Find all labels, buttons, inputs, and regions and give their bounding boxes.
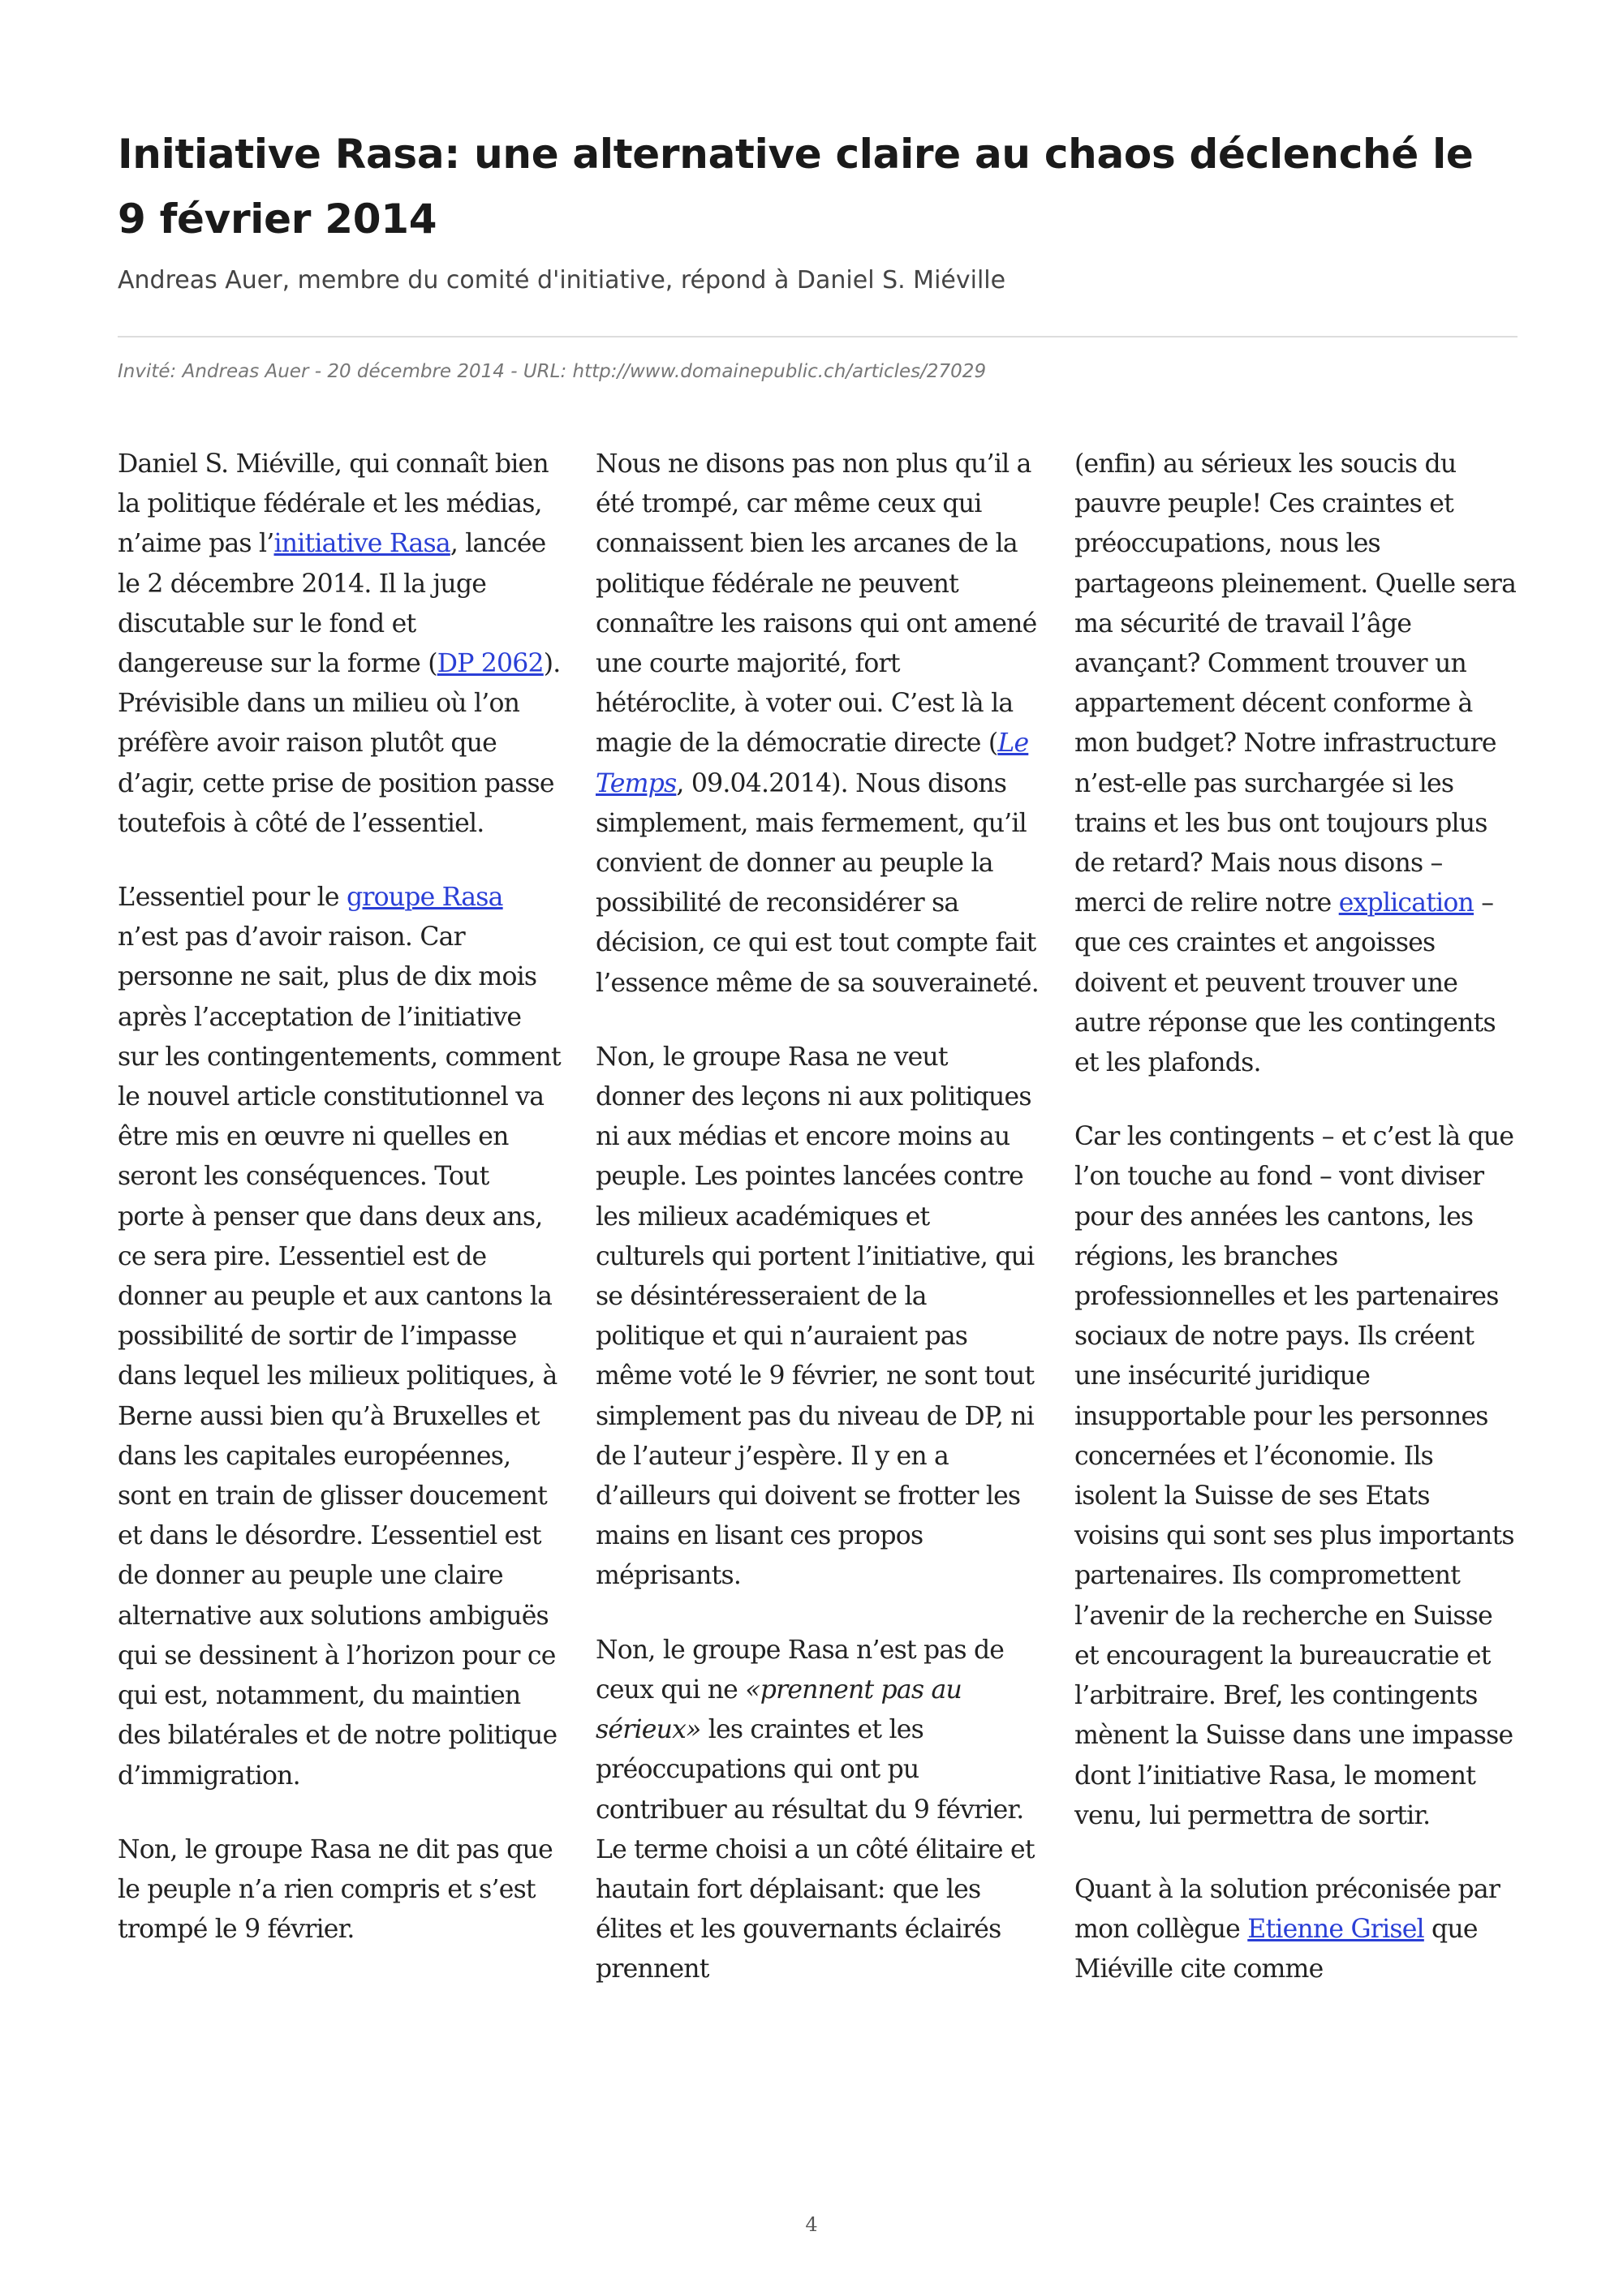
paragraph: [1074, 445, 1519, 1083]
link-le-temps-text: Le Temps: [596, 729, 1029, 798]
paragraph: [1074, 1870, 1519, 1990]
paragraph: Car les contingents – et c’est là que l’on touche au fond – vont diviser pour des années les cantons, les régions, les branches professionnelles et les partenaires sociaux de notre pays. Ils créent une insécurité juridique insupportable pour les personnes concernées et l’économie. Ils isolent la Suisse de ses Etats voisins qui sont ses plus importants partenaires. Ils compromettent l’avenir de la recherche en Suisse et encouragent la bureaucratie et l’arbitraire. Bref, les contingents mènent la Suisse dans une impasse dont l’initiative Rasa, le moment venu, lui permettra de sortir.: [1074, 1122, 1514, 1830]
link-explication[interactable]: explication: [1338, 888, 1474, 918]
page-number: 4: [805, 2213, 818, 2236]
paragraph-text: n’est pas d’avoir raison. Car personne ne sait, plus de dix mois après l’acceptation de l’initiative sur les contingentements, comment le nouvel article constitutionnel va être mis en œuvre ni quelles en seront les conséquences. Tout porte à penser que dans deux ans, ce sera pire. L’essentiel est de donner au peuple et aux cantons la possibilité de sortir de l’impasse dans lequel les milieux politiques, à Berne aussi bien qu’à Bruxelles et dans les capitales européennes, sont en train de glisser doucement et dans le désordre. L’essentiel est de donner au peuple une claire alternative aux solutions ambiguës qui se dessinent à l’horizon pour ce qui est, notamment, du maintien des bilatérales et de notre politique d’immigration.: [118, 922, 561, 1791]
paragraph-text: ). Prévisible dans un milieu où l’on préfère avoir raison plutôt que d’agir, cette prise de position passe toutefois à côté de l’essentiel.: [118, 649, 561, 838]
emphasis-quote: «prennent pas au sérieux»: [596, 1675, 962, 1745]
text-column-3: [1074, 445, 1519, 2024]
paragraph: [596, 1631, 1040, 1990]
paragraph-text: – que ces craintes et angoisses doivent et peuvent trouver une autre réponse que les contingents et les plafonds.: [1074, 888, 1496, 1078]
text-column-1: [118, 445, 562, 1984]
paragraph-text: , 09.04.2014). Nous disons simplement, mais fermement, qu’il convient de donner au peuple la possibilité de reconsidérer sa décision, ce qui est tout compte fait l’essence même de sa souveraineté.: [596, 768, 1039, 998]
link-groupe-rasa[interactable]: groupe Rasa: [346, 883, 503, 913]
paragraph: Non, le groupe Rasa ne dit pas que le peuple n’a rien compris et s’est trompé le 9 février.: [118, 1834, 553, 1945]
paragraph-text: que Miéville cite comme: [1074, 1915, 1478, 1984]
paragraph-text: (enfin) au sérieux les soucis du pauvre peuple! Ces craintes et préoccupations, nous les partageons pleinement. Quelle sera ma sécurité de travail l’âge avançant? Comment trouver un appartement décent conforme à mon budget? Notre infrastructure n’est-elle pas surchargée si les trains et les bus ont toujours plus de retard? Mais nous disons – merci de relire notre: [1074, 449, 1517, 918]
article-subtitle: Andreas Auer, membre du comité d'initiative, répond à Daniel S. Miéville: [118, 266, 1006, 295]
text-column-2: [596, 445, 1040, 2024]
article-meta: Invité: Andreas Auer - 20 décembre 2014 - URL: http://www.domainepublic.ch/articles/27029: [118, 361, 987, 382]
paragraph-text: Daniel S. Miéville, qui connaît bien la politique fédérale et les médias, n’aime pas l’: [118, 449, 549, 559]
paragraph: [596, 445, 1040, 1004]
paragraph-text: Quant à la solution préconisée par mon collègue: [1074, 1874, 1500, 1945]
link-etienne-grisel[interactable]: Etienne Grisel: [1247, 1915, 1424, 1945]
paragraph-text: Non, le groupe Rasa n’est pas de ceux qui ne: [596, 1635, 1005, 1705]
paragraph: [118, 878, 562, 1796]
link-dp-2062[interactable]: DP 2062: [437, 649, 544, 679]
article-title: Initiative Rasa: une alternative claire au chaos déclenché le 9 février 2014: [118, 131, 1474, 243]
paragraph-text: L’essentiel pour le: [118, 883, 347, 913]
paragraph-text: Nous ne disons pas non plus qu’il a été trompé, car même ceux qui connaissent bien les arcanes de la politique fédérale ne peuvent connaître les raisons qui ont amené une courte majorité, fort hétéroclite, à voter oui. C’est là la magie de la démocratie directe (: [596, 449, 1037, 759]
link-initiative-rasa[interactable]: initiative Rasa: [273, 529, 450, 559]
paragraph-text: , lancée le 2 décembre 2014. Il la juge discutable sur le fond et dangereuse sur la forme (: [118, 529, 546, 679]
header-divider: [118, 336, 1518, 338]
paragraph: [118, 445, 562, 844]
paragraph-text: les craintes et les préoccupations qui ont pu contribuer au résultat du 9 février. Le terme choisi a un côté élitaire et hautain fort déplaisant: que les élites et les gouvernants éclairés prennent: [596, 1715, 1035, 1984]
paragraph: Non, le groupe Rasa ne veut donner des leçons ni aux politiques ni aux médias et encore moins au peuple. Les pointes lancées contre les milieux académiques et culturels qui portent l’initiative, qui se désintéresseraient de la politique et qui n’auraient pas même voté le 9 février, ne sont tout simplement pas du niveau de DP, ni de l’auteur j’espère. Il y en a d’ailleurs qui doivent se frotter les mains en lisant ces propos méprisants.: [596, 1042, 1035, 1591]
